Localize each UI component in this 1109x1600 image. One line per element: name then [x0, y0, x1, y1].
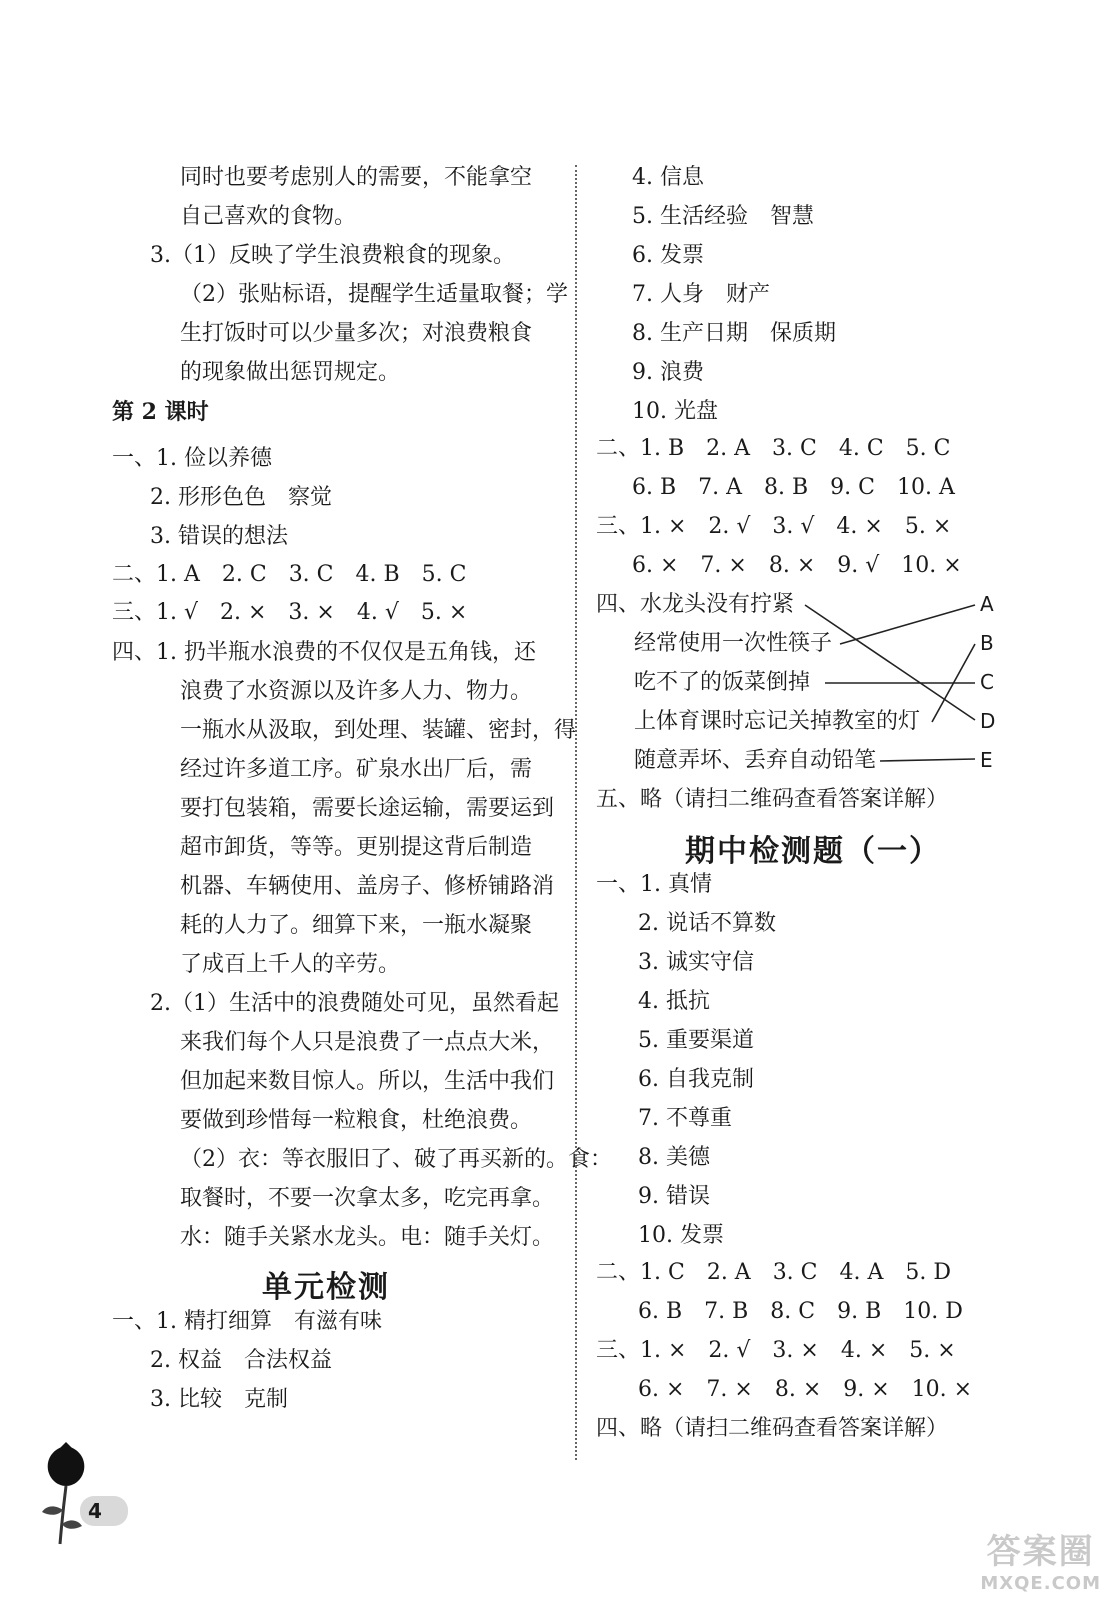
text-line: 同时也要考虑别人的需要，不能拿空 — [180, 165, 533, 190]
page-number: 4 — [80, 1496, 128, 1526]
text-line: 二、1. C 2. A 3. C 4. A 5. D — [596, 1260, 951, 1285]
text-line: 8. 生产日期 保质期 — [632, 321, 836, 346]
text-line: 9. 浪费 — [632, 360, 704, 385]
match-letter: C — [980, 670, 994, 694]
text-line: 10. 发票 — [638, 1223, 724, 1248]
text-line: 一、1. 俭以养德 — [112, 446, 272, 471]
text-line: 2. 形形色色 察觉 — [150, 485, 332, 510]
flower-icon — [36, 1440, 96, 1550]
text-line: 来我们每个人只是浪费了一点点大米， — [180, 1030, 555, 1055]
text-line: 要做到珍惜每一粒粮食，杜绝浪费。 — [180, 1108, 533, 1133]
midterm-heading: 期中检测题（一） — [685, 834, 941, 869]
text-line: 自己喜欢的食物。 — [180, 204, 357, 229]
match-line — [805, 605, 975, 720]
text-line: 超市卸货，等等。更别提这背后制造 — [180, 835, 533, 860]
match-letter: B — [980, 631, 994, 655]
text-line: 一、1. 精打细算 有滋有味 — [112, 1309, 382, 1334]
text-line: 9. 错误 — [638, 1184, 710, 1209]
matching-item: 随意弄坏、丢弃自动铅笔 — [634, 748, 877, 773]
text-line: 6. B 7. A 8. B 9. C 10. A — [632, 475, 955, 500]
matching-item: 吃不了的饭菜倒掉 — [634, 670, 811, 695]
watermark-logo: 答案圈 — [986, 1532, 1095, 1572]
text-line: 水：随手关紧水龙头。电：随手关灯。 — [180, 1225, 555, 1250]
text-line: 5. 重要渠道 — [638, 1028, 754, 1053]
text-line: 3. 错误的想法 — [150, 524, 288, 549]
text-line: 的现象做出惩罚规定。 — [180, 360, 401, 385]
unit-test-heading: 单元检测 — [262, 1270, 390, 1305]
watermark — [980, 1524, 1101, 1594]
text-line: 生打饭时可以少量多次；对浪费粮食 — [180, 321, 533, 346]
text-line: 6. B 7. B 8. C 9. B 10. D — [638, 1299, 963, 1324]
text-line: 2.（1）生活中的浪费随处可见，虽然看起 — [150, 991, 559, 1016]
text-line: （2）张贴标语，提醒学生适量取餐；学 — [180, 282, 568, 307]
text-line: 要打包装箱，需要长途运输，需要运到 — [180, 796, 555, 821]
text-line: 3.（1）反映了学生浪费粮食的现象。 — [150, 243, 515, 268]
text-line: 2. 说话不算数 — [638, 911, 776, 936]
text-line: 五、略（请扫二维码查看答案详解） — [596, 787, 949, 812]
text-line: 7. 人身 财产 — [632, 282, 770, 307]
matching-item: 经常使用一次性筷子 — [634, 631, 833, 656]
match-letter: D — [980, 709, 996, 733]
match-letter: A — [980, 592, 994, 616]
text-line: 机器、车辆使用、盖房子、修桥铺路消 — [180, 874, 555, 899]
text-line: 6. × 7. × 8. × 9. × 10. × — [638, 1377, 973, 1402]
text-line: 3. 比较 克制 — [150, 1387, 288, 1412]
text-line: 4. 信息 — [632, 165, 704, 190]
text-line: 二、1. A 2. C 3. C 4. B 5. C — [112, 562, 467, 587]
text-line: 7. 不尊重 — [638, 1106, 732, 1131]
text-line: 经过许多道工序。矿泉水出厂后，需 — [180, 757, 533, 782]
text-line: 三、1. √ 2. × 3. × 4. √ 5. × — [112, 600, 468, 625]
text-line: 耗的人力了。细算下来，一瓶水凝聚 — [180, 913, 533, 938]
text-line: 10. 光盘 — [632, 399, 718, 424]
text-line: 一瓶水从汲取，到处理、装罐、密封，得 — [180, 718, 577, 743]
text-line: 一、1. 真情 — [596, 872, 712, 897]
matching-item: 四、水龙头没有拧紧 — [596, 592, 795, 617]
lesson-heading: 第 2 课时 — [112, 399, 209, 425]
text-line: 但加起来数目惊人。所以，生活中我们 — [180, 1069, 555, 1094]
watermark-url: MXQE.COM — [980, 1573, 1101, 1594]
text-line: 4. 抵抗 — [638, 989, 710, 1014]
match-letter: E — [980, 748, 993, 772]
text-line: 四、略（请扫二维码查看答案详解） — [596, 1416, 949, 1441]
text-line: 浪费了水资源以及许多人力、物力。 — [180, 679, 533, 704]
text-line: 2. 权益 合法权益 — [150, 1348, 332, 1373]
matching-item: 上体育课时忘记关掉教室的灯 — [634, 709, 921, 734]
text-line: 取餐时，不要一次拿太多，吃完再拿。 — [180, 1186, 555, 1211]
text-line: 3. 诚实守信 — [638, 950, 754, 975]
text-line: 四、1. 扔半瓶水浪费的不仅仅是五角钱，还 — [112, 640, 536, 665]
text-line: 三、1. × 2. √ 3. × 4. × 5. × — [596, 1338, 956, 1363]
text-line: 5. 生活经验 智慧 — [632, 204, 814, 229]
text-line: 二、1. B 2. A 3. C 4. C 5. C — [596, 436, 951, 461]
text-line: 6. 发票 — [632, 243, 704, 268]
text-line: 8. 美德 — [638, 1145, 710, 1170]
text-line: 三、1. × 2. √ 3. √ 4. × 5. × — [596, 514, 952, 539]
match-line — [840, 605, 975, 644]
text-line: 了成百上千人的辛劳。 — [180, 952, 401, 977]
text-line: 6. 自我克制 — [638, 1067, 754, 1092]
text-line: （2）衣：等衣服旧了、破了再买新的。食： — [180, 1147, 612, 1172]
text-line: 6. × 7. × 8. × 9. √ 10. × — [632, 553, 962, 578]
match-line — [880, 759, 975, 761]
